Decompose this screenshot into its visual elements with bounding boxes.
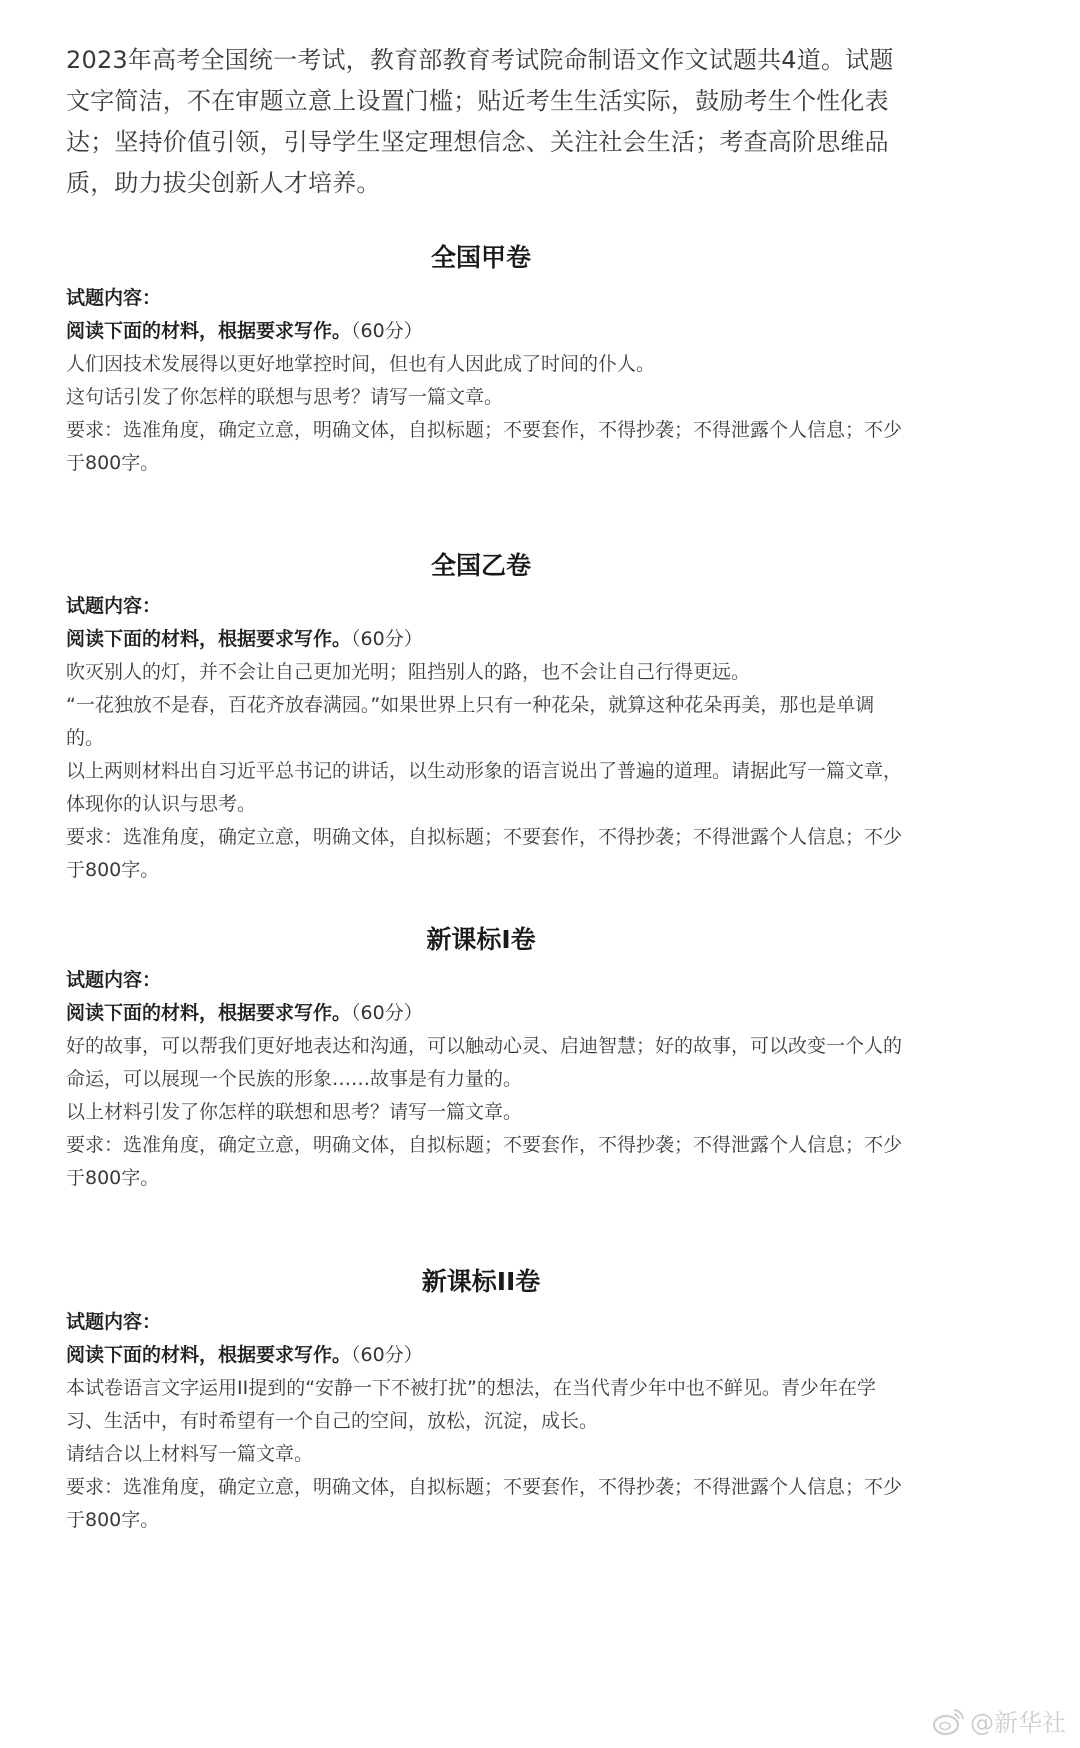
watermark-text: @新华社	[970, 1709, 1066, 1737]
material-line: “一花独放不是春，百花齐放春满园。”如果世界上只有一种花朵，就算这种花朵再美，那也是单调的。	[66, 694, 875, 749]
requirement-line: 要求：选准角度，确定立意，明确文体，自拟标题；不要套作，不得抄袭；不得泄露个人信息；不少于800字。	[66, 419, 903, 474]
instruction-text: 阅读下面的材料，根据要求写作。	[66, 320, 352, 342]
instruction-line	[66, 997, 906, 1030]
section-xinkebiao-2	[66, 1264, 906, 1537]
section-quanguo-jia	[66, 240, 906, 480]
material-line: 吹灭别人的灯，并不会让自己更加光明；阻挡别人的路，也不会让自己行得更远。	[66, 661, 751, 683]
instruction-text: 阅读下面的材料，根据要求写作。	[66, 628, 352, 650]
score-text: （60分）	[351, 1002, 423, 1024]
score-text: （60分）	[351, 320, 423, 342]
prompt-line: 这句话引发了你怎样的联想与思考？请写一篇文章。	[66, 386, 504, 408]
intro-paragraph: 2023年高考全国统一考试，教育部教育考试院命制语文作文试题共4道。试题文字简洁，不在审题立意上设置门槛；贴近考生生活实际，鼓励考生个性化表达；坚持价值引领，引导学生坚定理想信念、关注社会生活；考查高阶思维品质，助力拔尖创新人才培养。	[66, 46, 894, 197]
content-label: 试题内容：	[66, 1311, 162, 1333]
instruction-line	[66, 1339, 906, 1372]
requirement-line: 要求：选准角度，确定立意，明确文体，自拟标题；不要套作，不得抄袭；不得泄露个人信息；不少于800字。	[66, 1476, 903, 1531]
instruction-text: 阅读下面的材料，根据要求写作。	[66, 1002, 352, 1024]
section-title: 新课标I卷	[426, 925, 536, 954]
instruction-line	[66, 623, 906, 656]
material-line: 人们因技术发展得以更好地掌控时间，但也有人因此成了时间的仆人。	[66, 353, 656, 375]
material-line: 本试卷语言文字运用II提到的“安静一下不被打扰”的想法，在当代青少年中也不鲜见。青少年在学习、生活中，有时希望有一个自己的空间，放松，沉淀，成长。	[66, 1377, 876, 1432]
instruction-text: 阅读下面的材料，根据要求写作。	[66, 1344, 352, 1366]
score-text: （60分）	[351, 1344, 423, 1366]
weibo-icon	[932, 1706, 966, 1736]
prompt-line: 请结合以上材料写一篇文章。	[66, 1443, 314, 1465]
section-title: 全国乙卷	[430, 551, 531, 580]
instruction-line	[66, 315, 906, 348]
prompt-line: 以上两则材料出自习近平总书记的讲话，以生动形象的语言说出了普遍的道理。请据此写一篇文章，体现你的认识与思考。	[66, 760, 903, 815]
requirement-line: 要求：选准角度，确定立意，明确文体，自拟标题；不要套作，不得抄袭；不得泄露个人信息；不少于800字。	[66, 826, 903, 881]
watermark	[932, 1703, 1066, 1738]
content-label: 试题内容：	[66, 969, 162, 991]
material-line: 好的故事，可以帮我们更好地表达和沟通，可以触动心灵、启迪智慧；好的故事，可以改变一个人的命运，可以展现一个民族的形象……故事是有力量的。	[66, 1035, 903, 1090]
section-xinkebiao-1	[66, 922, 906, 1195]
requirement-line: 要求：选准角度，确定立意，明确文体，自拟标题；不要套作，不得抄袭；不得泄露个人信息；不少于800字。	[66, 1134, 903, 1189]
score-text: （60分）	[351, 628, 423, 650]
content-label: 试题内容：	[66, 595, 162, 617]
section-title: 全国甲卷	[430, 243, 531, 272]
section-title: 新课标II卷	[421, 1267, 541, 1296]
prompt-line: 以上材料引发了你怎样的联想和思考？请写一篇文章。	[66, 1101, 523, 1123]
content-label: 试题内容：	[66, 287, 162, 309]
article	[66, 40, 906, 204]
section-quanguo-yi	[66, 548, 906, 887]
